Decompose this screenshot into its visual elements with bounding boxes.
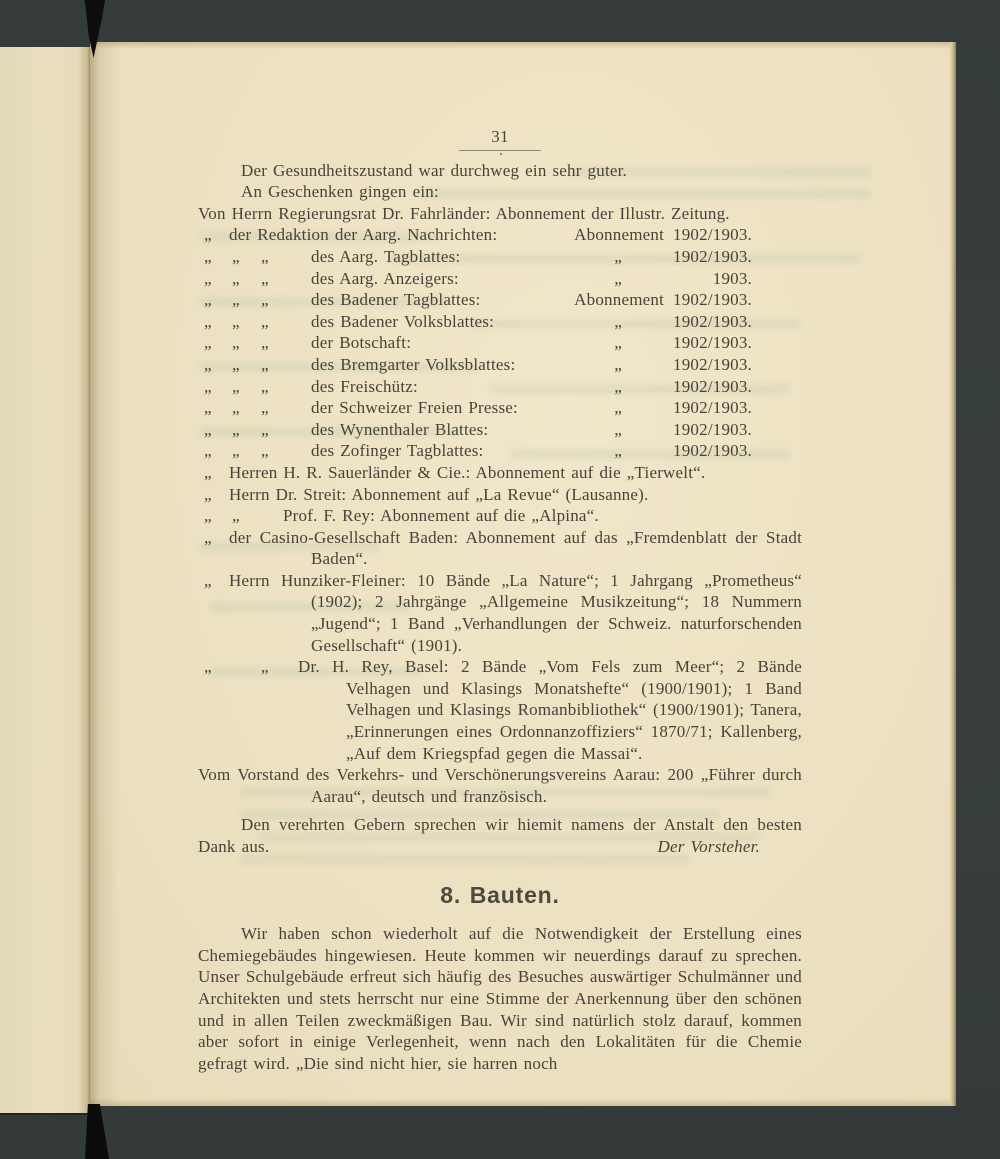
gift-name: des Freischütz: <box>311 376 418 396</box>
gift-year: 1903. <box>712 268 752 288</box>
gift-year: 1902/1903. <box>673 419 752 439</box>
ditto-mark: „ <box>204 246 212 266</box>
ditto-mark: „ <box>261 376 269 396</box>
ditto-mark: „ <box>261 354 269 374</box>
ditto-mark: „ <box>232 268 240 288</box>
gift-year: 1902/1903. <box>673 225 752 245</box>
gift-label: „ <box>614 376 622 396</box>
gift-name: der Schweizer Freien Presse: <box>311 398 518 418</box>
ditto-mark: „ <box>204 462 212 482</box>
gift-name: des Aarg. Tagblattes: <box>311 246 461 266</box>
gift-table-row <box>198 440 802 462</box>
ditto-mark: „ <box>232 398 240 418</box>
gift-label: „ <box>614 268 622 288</box>
page-right-edge <box>949 42 956 1106</box>
gift-entry <box>198 570 802 656</box>
gift-entry <box>198 505 802 527</box>
gift-entry <box>198 527 802 570</box>
gift-entry <box>198 656 802 764</box>
gift-name: des Aarg. Anzeigers: <box>311 268 459 288</box>
gift-entry <box>198 764 802 807</box>
ditto-mark: „ <box>261 268 269 288</box>
gift-entry-text: Dr. H. Rey, Basel: 2 Bände „Vom Fels zum Meer“; 2 Bände Velhagen und Klasings Monatshefte“ (1900/1901); 1 Band Velhagen und Klasings Romanbibliothek“ (1900/1901); Tanera, „Erinnerungen eines Ordonnanzoffiziers“ 1870/71; Kallenberg, „Auf dem Kriegspfad gegen die Massai“. <box>298 657 802 763</box>
gift-label: „ <box>614 419 622 439</box>
gift-label: „ <box>614 398 622 418</box>
gift-entry-text: Herrn Hunziker-Fleiner: 10 Bände „La Nature“; 1 Jahrgang „Prometheus“ (1902); 2 Jahrgänge „Allgemeine Musikzeitung“; 18 Nummern „Jugend“; 1 Band „Verhandlungen der Schweiz. naturforschenden Gesellschaft“ (1901). <box>229 570 802 655</box>
ditto-mark: „ <box>232 246 240 266</box>
gift-table-row <box>198 246 802 268</box>
gift-table-row <box>198 224 802 246</box>
gift-table-row <box>198 419 802 441</box>
gift-year: 1902/1903. <box>673 246 752 266</box>
gift-year: 1902/1903. <box>673 311 752 331</box>
gift-entry-text: Herrn Dr. Streit: Abonnement auf „La Revue“ (Lausanne). <box>229 484 649 504</box>
underlying-page-edge <box>0 47 90 1113</box>
ditto-mark: „ <box>204 376 212 396</box>
ditto-mark: „ <box>232 506 240 526</box>
ditto-mark: „ <box>204 570 212 590</box>
gift-year: 1902/1903. <box>673 354 752 374</box>
ditto-mark: „ <box>204 333 212 353</box>
ditto-mark: „ <box>232 441 240 461</box>
ditto-mark: „ <box>232 333 240 353</box>
ditto-mark: „ <box>232 290 240 310</box>
gift-first-row: Von Herrn Regierungsrat Dr. Fahrländer: Abonnement der Illustr. Zeitung. <box>198 203 730 223</box>
gift-entry <box>198 484 802 506</box>
ditto-mark: „ <box>261 657 269 677</box>
ditto-mark: „ <box>261 246 269 266</box>
page-number: 31 <box>459 126 540 151</box>
ditto-mark: „ <box>261 419 269 439</box>
gift-table-row <box>198 289 802 311</box>
intro-line: Der Gesundheitszustand war durchweg ein sehr guter. <box>241 160 628 180</box>
ditto-mark: „ <box>204 527 212 547</box>
ditto-mark: „ <box>204 354 212 374</box>
gift-label: „ <box>614 354 622 374</box>
gift-name: des Wynenthaler Blattes: <box>311 419 489 439</box>
ditto-mark: „ <box>204 268 212 288</box>
ditto-mark: „ <box>204 506 212 526</box>
gift-entry-text: Vom Vorstand des Verkehrs- und Verschönerungsvereins Aarau: 200 „Führer durch Aarau“, deutsch und französisch. <box>198 765 802 806</box>
gift-year: 1902/1903. <box>673 376 752 396</box>
ditto-mark: „ <box>232 376 240 396</box>
ditto-mark: „ <box>204 419 212 439</box>
ditto-mark: „ <box>204 311 212 331</box>
gift-year: 1902/1903. <box>673 398 752 418</box>
gift-entry-text: der Casino-Gesellschaft Baden: Abonnement auf das „Fremdenblatt der Stadt Baden“. <box>229 527 802 569</box>
ditto-mark: „ <box>261 398 269 418</box>
closing-paragraph <box>198 814 802 857</box>
ditto-mark: „ <box>261 333 269 353</box>
gift-name: des Zofinger Tagblattes: <box>311 441 484 461</box>
gift-label: „ <box>614 246 622 266</box>
gift-name: des Bremgarter Volksblattes: <box>311 354 516 374</box>
signature: Der Vorsteher. <box>657 837 760 856</box>
ditto-mark: „ <box>261 290 269 310</box>
ditto-mark: „ <box>261 441 269 461</box>
gift-table-row <box>198 354 802 376</box>
gift-year: 1902/1903. <box>673 441 752 461</box>
gift-entry-text: Herren H. R. Sauerländer & Cie.: Abonnement auf die „Tierwelt“. <box>229 462 706 482</box>
bookmark-ribbon-bottom <box>85 1104 109 1159</box>
gift-table-row <box>198 397 802 419</box>
gift-name: der Redaktion der Aarg. Nachrichten: <box>229 225 498 245</box>
ditto-mark: „ <box>204 398 212 418</box>
ditto-mark: „ <box>232 354 240 374</box>
gift-entry-text: Prof. F. Rey: Abonnement auf die „Alpina“. <box>283 506 599 526</box>
gift-name: der Botschaft: <box>311 333 412 353</box>
gift-label: Abonnement <box>574 225 664 245</box>
gift-table-row <box>198 268 802 290</box>
ditto-mark: „ <box>261 311 269 331</box>
section-paragraph: Wir haben schon wiederholt auf die Notwendigkeit der Erstellung eines Chemiegebäudes hingewiesen. Heute kommen wir neuerdings darauf zu sprechen. Unser Schulgebäude erfreut sich häufig des Besuches auswärtiger Schulmänner und Architekten und stets herrscht nur eine Stimme der Anerkennung über den schönen und in allen Teilen zweckmäßigen Bau. Wir sind natürlich stolz darauf, kommen aber sofort in einige Verlegenheit, wenn nach den Lokalitäten für die Chemie gefragt wird. „Die sind nicht hier, sie harren noch <box>198 924 802 1073</box>
ditto-mark: „ <box>204 290 212 310</box>
gift-table-row <box>198 376 802 398</box>
gift-name: des Badener Tagblattes: <box>311 290 481 310</box>
ditto-mark: „ <box>204 225 212 245</box>
gift-label: „ <box>614 311 622 331</box>
gift-table-row <box>198 332 802 354</box>
gift-label: Abonnement <box>574 290 664 310</box>
gift-label: „ <box>614 333 622 353</box>
ditto-mark: „ <box>204 484 212 504</box>
gift-name: des Badener Volksblattes: <box>311 311 495 331</box>
gift-label: „ <box>614 441 622 461</box>
gift-year: 1902/1903. <box>673 333 752 353</box>
gift-year: 1902/1903. <box>673 290 752 310</box>
section-heading: 8. Bauten. <box>440 881 560 908</box>
page-number-area <box>198 126 802 151</box>
ditto-mark: „ <box>232 311 240 331</box>
intro-line: An Geschenken gingen ein: <box>241 182 439 202</box>
book-page <box>90 42 956 1106</box>
gift-entry <box>198 462 802 484</box>
gift-table-row <box>198 311 802 333</box>
ditto-mark: „ <box>204 441 212 461</box>
ditto-mark: „ <box>232 419 240 439</box>
text-block <box>198 126 802 1074</box>
ditto-mark: „ <box>204 657 212 677</box>
closing-text: Den verehrten Gebern sprechen wir hiemit namens der Anstalt den besten Dank aus. <box>198 815 802 856</box>
